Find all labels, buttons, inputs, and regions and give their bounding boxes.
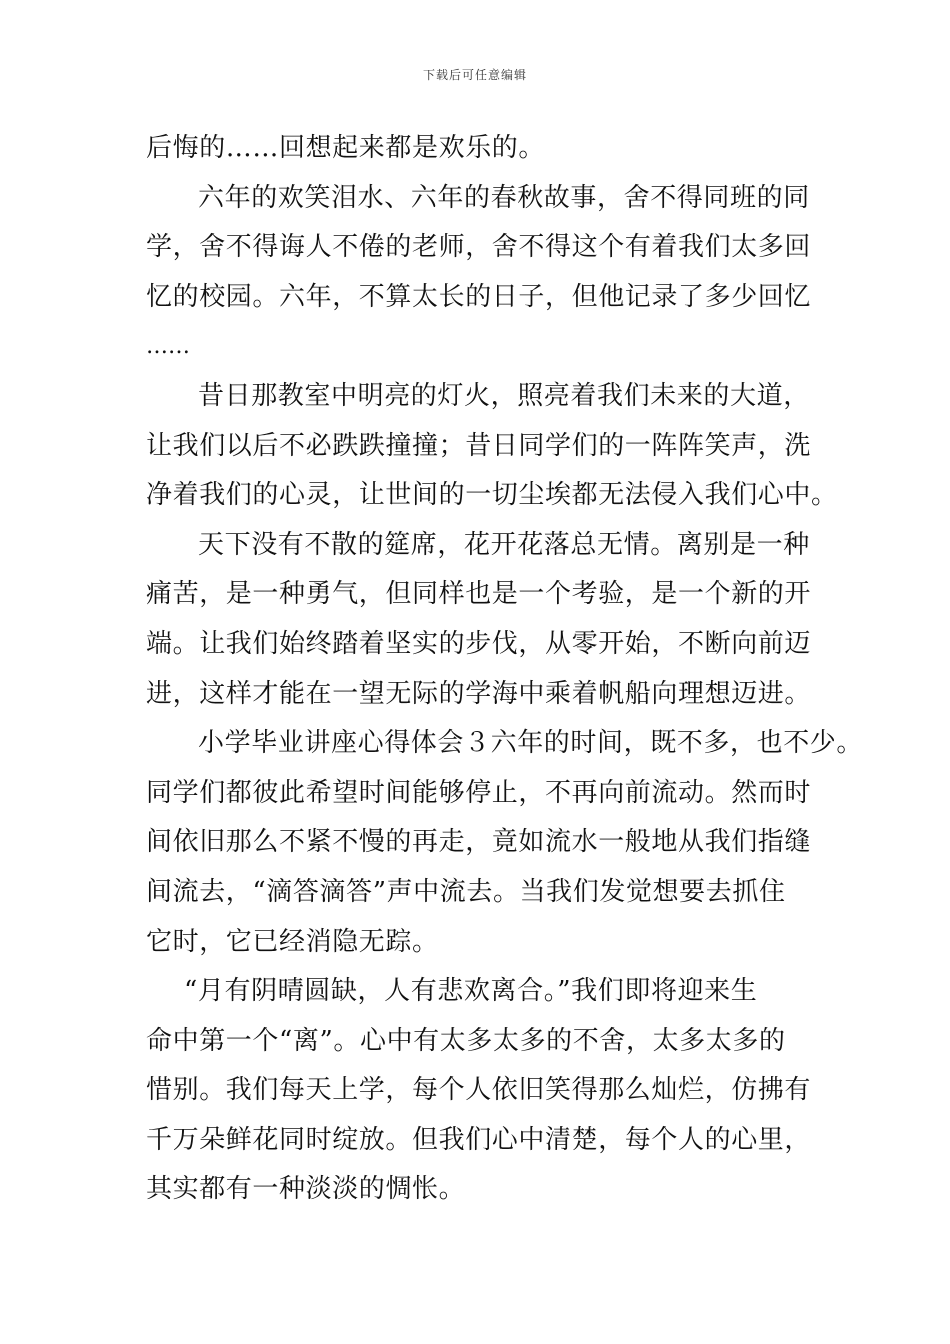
document-body: [146, 124, 864, 1215]
text-line: 六年的欢笑泪水、六年的春秋故事，舍不得同班的同: [198, 182, 810, 213]
text-line: ……: [146, 334, 190, 360]
text-line: 学，舍不得诲人不倦的老师，舍不得这个有着我们太多回: [146, 232, 812, 263]
text-line: 让我们以后不必跌跌撞撞；昔日同学们的一阵阵笑声，洗: [146, 430, 812, 461]
text-line: 它时，它已经消隐无踪。: [146, 926, 439, 957]
text-line: 净着我们的心灵，让世间的一切尘埃都无法侵入我们心中。: [146, 480, 838, 511]
text-line: 同学们都彼此希望时间能够停止，不再向前流动。然而时: [146, 777, 812, 808]
text-line: 进，这样才能在一望无际的学海中乘着帆船向理想迈进。: [146, 678, 812, 709]
text-line: 痛苦，是一种勇气，但同样也是一个考验，是一个新的开: [146, 579, 812, 610]
text-line: 小学毕业讲座心得体会３六年的时间，既不多，也不少。: [198, 728, 864, 759]
text-line: 其实都有一种淡淡的惆怅。: [146, 1174, 466, 1205]
text-line: 惜别。我们每天上学，每个人依旧笑得那么灿烂，仿拂有: [146, 1075, 812, 1106]
text-line: 千万朵鲜花同时绽放。但我们心中清楚，每个人的心里，: [146, 1124, 812, 1155]
page-header-note: 下载后可任意编辑: [422, 68, 527, 82]
text-line: 命中第一个“离”。心中有太多太多的不舍，太多太多的: [146, 1025, 786, 1056]
text-line: 忆的校园。六年，不算太长的日子，但他记录了多少回忆: [146, 281, 812, 312]
text-line: 昔日那教室中明亮的灯火，照亮着我们未来的大道，: [198, 380, 810, 411]
text-line: 天下没有不散的筵席，花开花落总无情。离别是一种: [198, 529, 810, 560]
text-line: 间依旧那么不紧不慢的再走，竟如流水一般地从我们指缝: [146, 827, 812, 858]
text-line: 间流去，“滴答滴答”声中流去。当我们发觉想要去抓住: [146, 876, 786, 907]
text-line: 端。让我们始终踏着坚实的步伐，从零开始，不断向前迈: [146, 628, 812, 659]
text-line: “月有阴晴圆缺，人有悲欢离合。”我们即将迎来生: [184, 976, 758, 1007]
text-line: 后悔的……回想起来都是欢乐的。: [146, 133, 546, 163]
